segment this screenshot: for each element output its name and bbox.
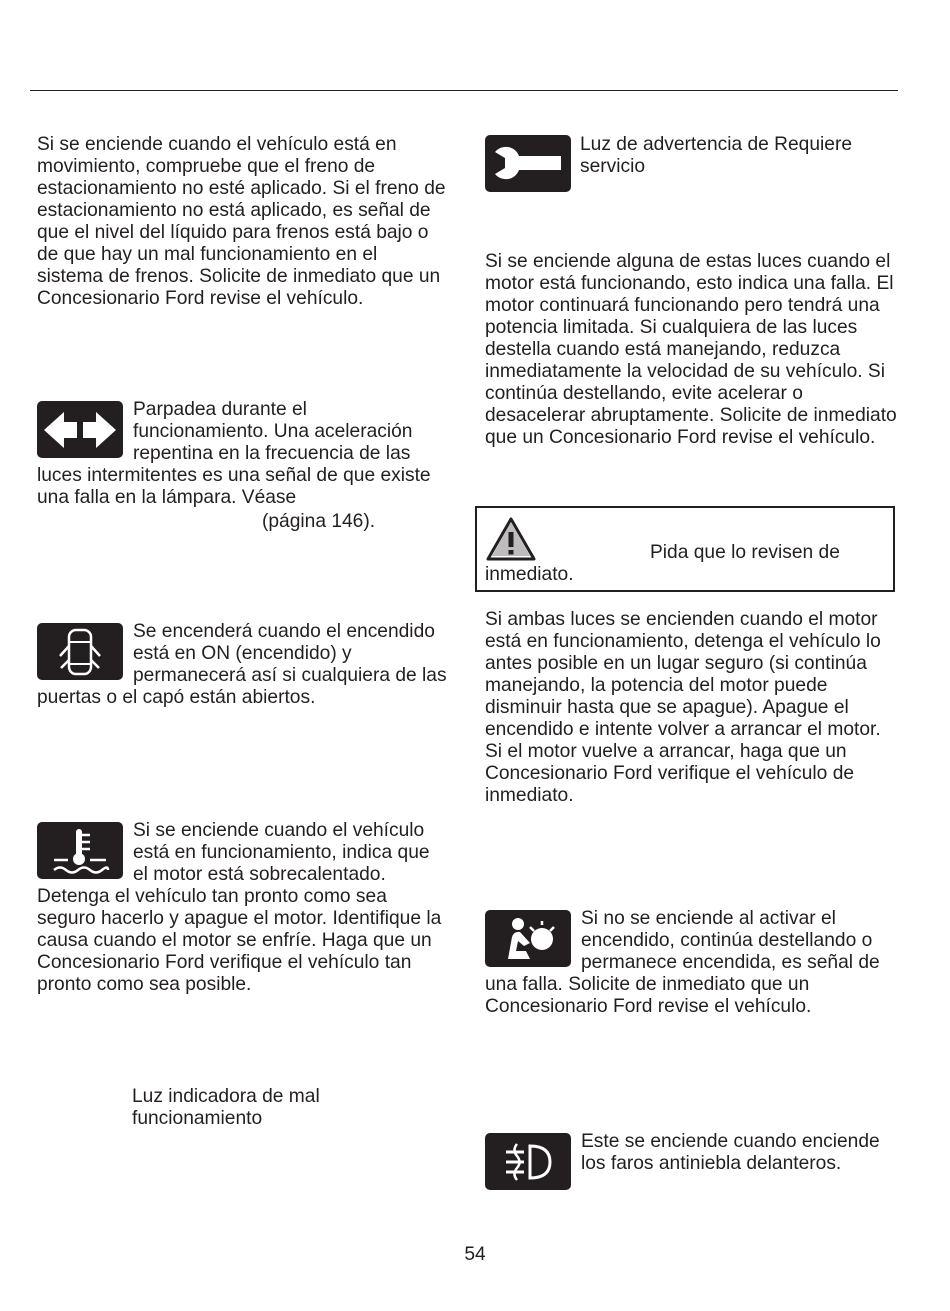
page-reference: (página 146). [262, 511, 376, 532]
airbag-section [485, 908, 897, 1018]
malfunction-indicator-title: Luz indicadora de mal funcionamiento [132, 1086, 320, 1129]
engine-temp-text: Si se enciende cuando el vehículo está en funcionamiento, indica que el motor está sobrecalentado. Detenga el vehículo tan pronto como sea seguro hacerlo y apague el motor. Identifique la causa cuando el motor se enfríe. Haga que un Concesionario Ford verifique el vehículo tan pronto como sea posible. [37, 820, 442, 995]
door-ajar-text: Se encenderá cuando el encendido está en ON (encendido) y permanecerá así si cualquiera de las puertas o el capó están abiertos. [37, 621, 447, 708]
warning-triangle-icon [485, 516, 537, 562]
airbag-icon [485, 910, 571, 967]
door-ajar-section [37, 621, 447, 709]
engine-temperature-icon [37, 822, 123, 879]
airbag-text: Si no se enciende al activar el encendido, continúa destellando o permanece encendida, es señal de una falla. Solicite de inmediato que un Concesionario Ford revise el vehículo. [485, 908, 880, 1017]
engine-temp-section [37, 820, 447, 996]
wrench-icon [485, 135, 571, 192]
turn-signal-text: Parpadea durante el funcionamiento. Una aceleración repentina en la frecuencia de las luces intermitentes es una señal de que existe una falla en la lámpara. Véase [37, 399, 431, 508]
page-number: 54 [464, 1244, 486, 1265]
header-rule [30, 90, 898, 91]
front-fog-lamp-icon [485, 1133, 571, 1190]
turn-signal-section [37, 399, 447, 509]
fog-lamp-text: Este se enciende cuando enciende los faros antiniebla delanteros. [581, 1131, 880, 1174]
both-lights-text: Si ambas luces se encienden cuando el motor está en funcionamiento, detenga el vehículo lo antes posible en un lugar seguro (si continúa manejando, la potencia del motor puede disminuir hasta que se apague). Apague el encendido e intente volver a arrancar el motor. Si el motor vuelve a arrancar, haga que un Concesionario Ford verifique el vehículo de inmediato. [485, 609, 881, 806]
door-ajar-icon [37, 623, 123, 680]
warning-text-1: Pida que lo revisen de [650, 542, 840, 563]
warning-text-2: inmediato. [485, 564, 574, 585]
turn-signal-icon [37, 401, 123, 458]
service-text: Si se enciende alguna de estas luces cuando el motor está funcionando, esto indica una falla. El motor continuará funcionando pero tendrá una potencia limitada. Si cualquiera de las luces destella cuando está manejando, reduzca inmediatamente la velocidad de su vehículo. Si continúa destellando, evite acelerar o desacelerar abruptamente. Solicite de inmediato que un Concesionario Ford revise el vehículo. [485, 251, 897, 448]
warning-box [475, 506, 895, 592]
brake-warning-text: Si se enciende cuando el vehículo está en movimiento, compruebe que el freno de estacionamiento no esté aplicado. Si el freno de estacionamiento no está aplicado, es señal de que el nivel del líquido para frenos está bajo o de que hay un mal funcionamiento en el sistema de frenos. Solicite de inmediato que un Concesionario Ford revise el vehículo. [37, 134, 446, 309]
fog-lamp-section [485, 1131, 897, 1190]
service-title: Luz de advertencia de Requiere servicio [580, 134, 853, 177]
